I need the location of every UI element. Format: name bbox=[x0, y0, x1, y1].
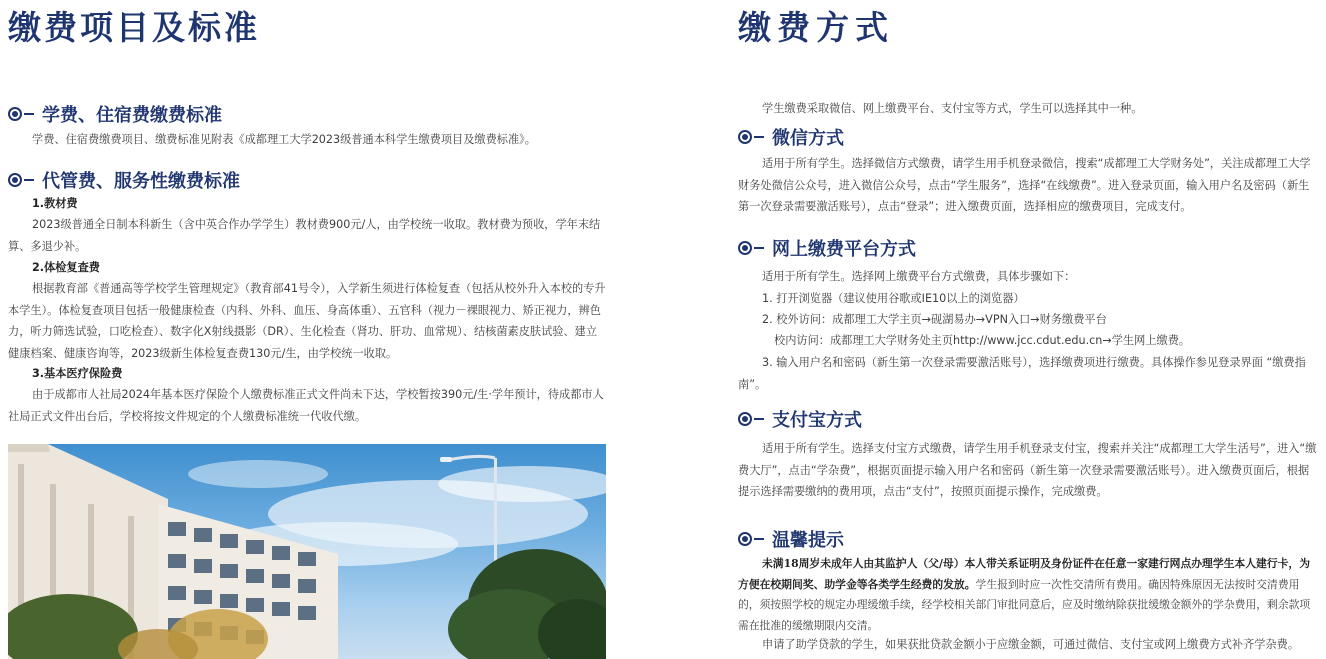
alipay-text: 适用于所有学生。选择支付宝方式缴费，请学生用手机登录支付宝，搜索并关注“成都理工大学生活号”，进入“缴费大厅”，点击“学杂费”，根据页面提示输入用户名和密码（新生第一次登录需要激活账号）。进入缴费页面后，根据提示选择需要缴纳的费用项，点击“支付”，按照页面提示操作，完成缴费。 bbox=[738, 442, 1317, 498]
medical-insurance-fee-label: 3.基本医疗保险费 bbox=[32, 367, 123, 380]
alipay-section-header bbox=[738, 406, 862, 432]
payment-methods-intro: 学生缴费采取微信、网上缴费平台、支付宝等方式，学生可以选择其中一种。 bbox=[762, 102, 1143, 115]
online-step-1: 1. 打开浏览器（建议使用谷歌或IE10以上的浏览器） bbox=[762, 292, 1025, 305]
textbook-fee-label: 1.教材费 bbox=[32, 197, 78, 210]
bullet-marker-icon bbox=[738, 531, 766, 547]
tips-paragraph bbox=[738, 554, 1320, 636]
online-platform-intro: 适用于所有学生。选择网上缴费平台方式缴费，具体步骤如下： bbox=[762, 270, 1076, 283]
bullet-marker-icon bbox=[738, 411, 766, 427]
medical-insurance-fee-text: 由于成都市人社局2024年基本医疗保险个人缴费标准正式文件尚未下达，学校暂按390元/生·学年预计，待成都市人社局正式文件出台后，学校将按文件规定的个人缴费标准统一代收代缴。 bbox=[8, 388, 604, 423]
online-platform-section-header bbox=[738, 235, 916, 261]
fee-items-column bbox=[0, 0, 640, 659]
tips-normal-text: 学生报到时应一次性交清所有费用。确因特殊原因无法按时交清费用的，须按照学校的规定办理缓缴手续，经学校相关部门审批同意后，应及时缴纳除获批缓缴金额外的学杂费用，剩余款项需在批准的缓缴期限内交清。 bbox=[738, 577, 1311, 632]
tuition-section-title: 学费、住宿费缴费标准 bbox=[42, 105, 222, 126]
online-step-3: 3. 输入用户名和密码（新生第一次登录需要激活账号），选择缴费项进行缴费。具体操作参见登录界面 “缴费指南”。 bbox=[738, 356, 1306, 391]
payment-methods-title: 缴费方式 bbox=[738, 8, 894, 47]
alipay-section-title: 支付宝方式 bbox=[772, 410, 862, 431]
tuition-section-header bbox=[8, 101, 222, 127]
physical-exam-fee-text: 根据教育部《普通高等学校学生管理规定》（教育部41号令），入学新生须进行体检复查（包括从校外升入本校的专升本学生）。体检复查项目包括一般健康检查（内科、外科、血压、身高体重）、五官科（视力－裸眼视力、矫正视力，辨色力，听力筛选试验，口吃检查）、数字化X射线摄影（DR）、生化检查（肾功、肝功、血常规）、结核菌素皮肤试验、建立健康档案、健康咨询等，2023级新生体检复查费130元/生，由学校统一收取。 bbox=[8, 282, 606, 360]
campus-photo-illustration bbox=[8, 444, 606, 659]
tips-section-header bbox=[738, 526, 844, 552]
tips-bold-text: 未满18周岁未成年人由其监护人（父/母）本人带关系证明及身份证件在任意一家建行网点办理学生本人建行卡，为方便在校期间奖、助学金等各类学生经费的发放。 bbox=[738, 557, 1311, 591]
tuition-text: 学费、住宿费缴费项目、缴费标准见附表《成都理工大学2023级普通本科学生缴费项目及缴费标准》。 bbox=[32, 133, 536, 146]
physical-exam-fee-label: 2.体检复查费 bbox=[32, 261, 100, 274]
bullet-marker-icon bbox=[8, 106, 36, 122]
tips-section-title: 温馨提示 bbox=[772, 530, 844, 551]
online-platform-section-title: 网上缴费平台方式 bbox=[772, 239, 916, 260]
textbook-fee-text: 2023级普通全日制本科新生（含中英合作办学学生）教材费900元/人，由学校统一收取。教材费为预收，学年末结算、多退少补。 bbox=[8, 218, 601, 253]
bullet-marker-icon bbox=[738, 240, 766, 256]
service-fee-section-header bbox=[8, 167, 240, 193]
service-fee-section-title: 代管费、服务性缴费标准 bbox=[42, 171, 240, 192]
bullet-marker-icon bbox=[738, 129, 766, 145]
fee-items-title: 缴费项目及标准 bbox=[8, 8, 260, 47]
wechat-section-title: 微信方式 bbox=[772, 128, 844, 149]
payment-methods-column bbox=[700, 0, 1326, 659]
bullet-marker-icon bbox=[8, 172, 36, 188]
online-step-2: 2. 校外访问：成都理工大学主页→砚湖易办→VPN入口→财务缴费平台 bbox=[762, 313, 1107, 326]
wechat-text: 适用于所有学生。选择微信方式缴费，请学生用手机登录微信，搜索“成都理工大学财务处”，关注成都理工大学财务处微信公众号，进入微信公众号，点击“学生服务”，选择“在线缴费”。进入登录页面，输入用户名及密码（新生第一次登录需要激活账号），点击“登录”；进入缴费页面，选择相应的缴费项目，完成支付。 bbox=[738, 157, 1311, 213]
wechat-section-header bbox=[738, 124, 844, 150]
campus-building-photo bbox=[8, 444, 606, 659]
online-step-2-campus: 校内访问：成都理工大学财务处主页http://www.jcc.cdut.edu.cn→学生网上缴费。 bbox=[774, 334, 1191, 347]
tips-loan-text: 申请了助学贷款的学生，如果获批贷款金额小于应缴金额，可通过微信、支付宝或网上缴费方式补齐学杂费。 bbox=[762, 638, 1300, 651]
